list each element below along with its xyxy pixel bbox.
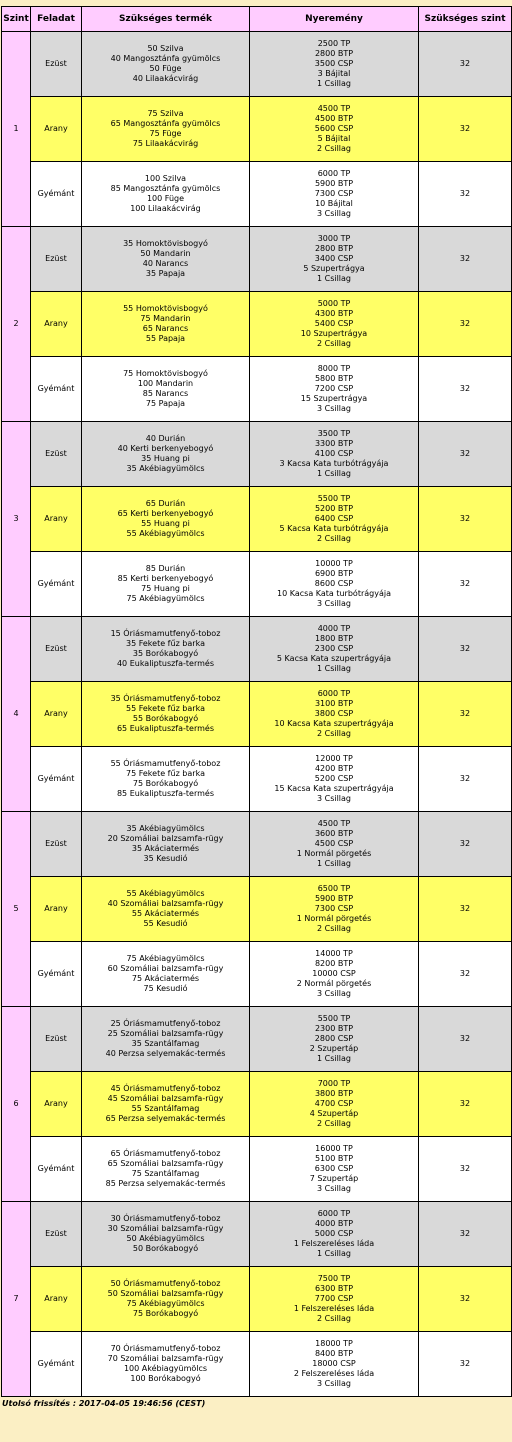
table-row [2,1202,512,1267]
task-cell: Arany [31,682,82,747]
products-cell: 40 Durián 40 Kerti berkenyebogyó 35 Huang pi 35 Akébiagyümölcs [82,422,250,487]
task-cell: Gyémánt [31,942,82,1007]
task-cell: Arany [31,877,82,942]
rewards-cell: 4500 TP 3600 BTP 4500 CSP 1 Normál pörgetés 1 Csillag [250,812,419,877]
quest-table [1,6,512,1397]
products-cell: 75 Homoktövisbogyó 100 Mandarin 85 Narancs 75 Papaja [82,357,250,422]
table-row [2,1332,512,1397]
table-row [2,487,512,552]
rewards-cell: 4000 TP 1800 BTP 2300 CSP 5 Kacsa Kata szupertrágyája 1 Csillag [250,617,419,682]
products-cell: 30 Óriásmamutfenyő-toboz 30 Szomáliai balzsamfa-rügy 50 Akébiagyümölcs 50 Borókabogyó [82,1202,250,1267]
table-row [2,552,512,617]
products-cell: 50 Szilva 40 Mangosztánfa gyümölcs 50 Füge 40 Lilaakácvirág [82,32,250,97]
task-cell: Ezüst [31,227,82,292]
table-row [2,747,512,812]
products-cell: 50 Óriásmamutfenyő-toboz 50 Szomáliai balzsamfa-rügy 75 Akébiagyümölcs 75 Borókabogyó [82,1267,250,1332]
required-level-cell: 32 [419,617,512,682]
task-cell: Ezüst [31,1202,82,1267]
products-cell: 45 Óriásmamutfenyő-toboz 45 Szomáliai balzsamfa-rügy 55 Szantálfamag 65 Perzsa selyemakác-termés [82,1072,250,1137]
rewards-cell: 14000 TP 8200 BTP 10000 CSP 2 Normál pörgetés 3 Csillag [250,942,419,1007]
table-row [2,97,512,162]
rewards-cell: 5500 TP 2300 BTP 2800 CSP 2 Szupertáp 1 Csillag [250,1007,419,1072]
rewards-cell: 5000 TP 4300 BTP 5400 CSP 10 Szupertrágya 2 Csillag [250,292,419,357]
required-level-cell: 32 [419,812,512,877]
required-level-cell: 32 [419,227,512,292]
task-cell: Ezüst [31,1007,82,1072]
rewards-cell: 18000 TP 8400 BTP 18000 CSP 2 Felszereléses láda 3 Csillag [250,1332,419,1397]
products-cell: 65 Durián 65 Kerti berkenyebogyó 55 Huang pi 55 Akébiagyümölcs [82,487,250,552]
task-cell: Gyémánt [31,1137,82,1202]
required-level-cell: 32 [419,357,512,422]
rewards-cell: 8000 TP 5800 BTP 7200 CSP 15 Szupertrágya 3 Csillag [250,357,419,422]
rewards-cell: 4500 TP 4500 BTP 5600 CSP 5 Bájital 2 Csillag [250,97,419,162]
rewards-cell: 6000 TP 4000 BTP 5000 CSP 1 Felszereléses láda 1 Csillag [250,1202,419,1267]
table-row [2,227,512,292]
required-level-cell: 32 [419,942,512,1007]
table-row [2,292,512,357]
table-row [2,1072,512,1137]
header-task: Feladat [31,7,82,32]
rewards-cell: 3500 TP 3300 BTP 4100 CSP 3 Kacsa Kata turbótrágyája 1 Csillag [250,422,419,487]
task-cell: Gyémánt [31,552,82,617]
task-cell: Gyémánt [31,357,82,422]
table-body [2,32,512,1397]
products-cell: 55 Akébiagyümölcs 40 Szomáliai balzsamfa-rügy 55 Akáciatermés 55 Kesudió [82,877,250,942]
required-level-cell: 32 [419,747,512,812]
rewards-cell: 16000 TP 5100 BTP 6300 CSP 7 Szupertáp 3 Csillag [250,1137,419,1202]
rewards-cell: 6500 TP 5900 BTP 7300 CSP 1 Normál pörgetés 2 Csillag [250,877,419,942]
last-updated: Utolsó frissítés : 2017-04-05 19:46:56 (CEST) [2,1399,206,1408]
level-cell: 3 [2,422,31,617]
table-row [2,617,512,682]
task-cell: Ezüst [31,812,82,877]
required-level-cell: 32 [419,1137,512,1202]
required-level-cell: 32 [419,422,512,487]
task-cell: Arany [31,292,82,357]
required-level-cell: 32 [419,1332,512,1397]
task-cell: Gyémánt [31,1332,82,1397]
products-cell: 25 Óriásmamutfenyő-toboz 25 Szomáliai balzsamfa-rügy 35 Szantálfamag 40 Perzsa selyemakác-termés [82,1007,250,1072]
required-level-cell: 32 [419,1072,512,1137]
task-cell: Arany [31,1267,82,1332]
table-row [2,1137,512,1202]
header-required-level: Szükséges szint [419,7,512,32]
rewards-cell: 12000 TP 4200 BTP 5200 CSP 15 Kacsa Kata szupertrágyája 3 Csillag [250,747,419,812]
table-row [2,877,512,942]
level-cell: 6 [2,1007,31,1202]
level-cell: 4 [2,617,31,812]
table-row [2,422,512,487]
required-level-cell: 32 [419,487,512,552]
required-level-cell: 32 [419,1007,512,1072]
products-cell: 100 Szilva 85 Mangosztánfa gyümölcs 100 Füge 100 Lilaakácvirág [82,162,250,227]
rewards-cell: 2500 TP 2800 BTP 3500 CSP 3 Bájital 1 Csillag [250,32,419,97]
task-cell: Gyémánt [31,747,82,812]
required-level-cell: 32 [419,682,512,747]
rewards-cell: 7000 TP 3800 BTP 4700 CSP 4 Szupertáp 2 Csillag [250,1072,419,1137]
table-row [2,812,512,877]
level-cell: 1 [2,32,31,227]
task-cell: Ezüst [31,32,82,97]
task-cell: Arany [31,1072,82,1137]
products-cell: 55 Homoktövisbogyó 75 Mandarin 65 Narancs 55 Papaja [82,292,250,357]
products-cell: 75 Akébiagyümölcs 60 Szomáliai balzsamfa-rügy 75 Akáciatermés 75 Kesudió [82,942,250,1007]
required-level-cell: 32 [419,292,512,357]
required-level-cell: 32 [419,1202,512,1267]
rewards-cell: 3000 TP 2800 BTP 3400 CSP 5 Szupertrágya 1 Csillag [250,227,419,292]
rewards-cell: 6000 TP 3100 BTP 3800 CSP 10 Kacsa Kata szupertrágyája 2 Csillag [250,682,419,747]
task-cell: Gyémánt [31,162,82,227]
table-row [2,32,512,97]
table-row [2,357,512,422]
task-cell: Ezüst [31,422,82,487]
header-level: Szint [2,7,31,32]
header-row [2,7,512,32]
products-cell: 35 Akébiagyümölcs 20 Szomáliai balzsamfa-rügy 35 Akáciatermés 35 Kesudió [82,812,250,877]
rewards-cell: 10000 TP 6900 BTP 8600 CSP 10 Kacsa Kata turbótrágyája 3 Csillag [250,552,419,617]
level-cell: 7 [2,1202,31,1397]
header-products: Szükséges termék [82,7,250,32]
products-cell: 55 Óriásmamutfenyő-toboz 75 Fekete fűz barka 75 Borókabogyó 85 Eukaliptuszfa-termés [82,747,250,812]
rewards-cell: 6000 TP 5900 BTP 7300 CSP 10 Bájital 3 Csillag [250,162,419,227]
header-rewards: Nyeremény [250,7,419,32]
level-cell: 2 [2,227,31,422]
products-cell: 75 Szilva 65 Mangosztánfa gyümölcs 75 Füge 75 Lilaakácvirág [82,97,250,162]
required-level-cell: 32 [419,552,512,617]
table-row [2,162,512,227]
products-cell: 65 Óriásmamutfenyő-toboz 65 Szomáliai balzsamfa-rügy 75 Szantálfamag 85 Perzsa selyemakác-termés [82,1137,250,1202]
rewards-cell: 7500 TP 6300 BTP 7700 CSP 1 Felszereléses láda 2 Csillag [250,1267,419,1332]
table-row [2,682,512,747]
products-cell: 35 Óriásmamutfenyő-toboz 55 Fekete fűz barka 55 Borókabogyó 65 Eukaliptuszfa-termés [82,682,250,747]
required-level-cell: 32 [419,162,512,227]
table-row [2,1267,512,1332]
required-level-cell: 32 [419,877,512,942]
table-row [2,942,512,1007]
products-cell: 15 Óriásmamutfenyő-toboz 35 Fekete fűz barka 35 Borókabogyó 40 Eukaliptuszfa-termés [82,617,250,682]
rewards-cell: 5500 TP 5200 BTP 6400 CSP 5 Kacsa Kata turbótrágyája 2 Csillag [250,487,419,552]
products-cell: 70 Óriásmamutfenyő-toboz 70 Szomáliai balzsamfa-rügy 100 Akébiagyümölcs 100 Borókabogyó [82,1332,250,1397]
table-row [2,1007,512,1072]
task-cell: Arany [31,487,82,552]
task-cell: Arany [31,97,82,162]
task-cell: Ezüst [31,617,82,682]
required-level-cell: 32 [419,1267,512,1332]
level-cell: 5 [2,812,31,1007]
required-level-cell: 32 [419,97,512,162]
products-cell: 35 Homoktövisbogyó 50 Mandarin 40 Narancs 35 Papaja [82,227,250,292]
products-cell: 85 Durián 85 Kerti berkenyebogyó 75 Huang pi 75 Akébiagyümölcs [82,552,250,617]
required-level-cell: 32 [419,32,512,97]
